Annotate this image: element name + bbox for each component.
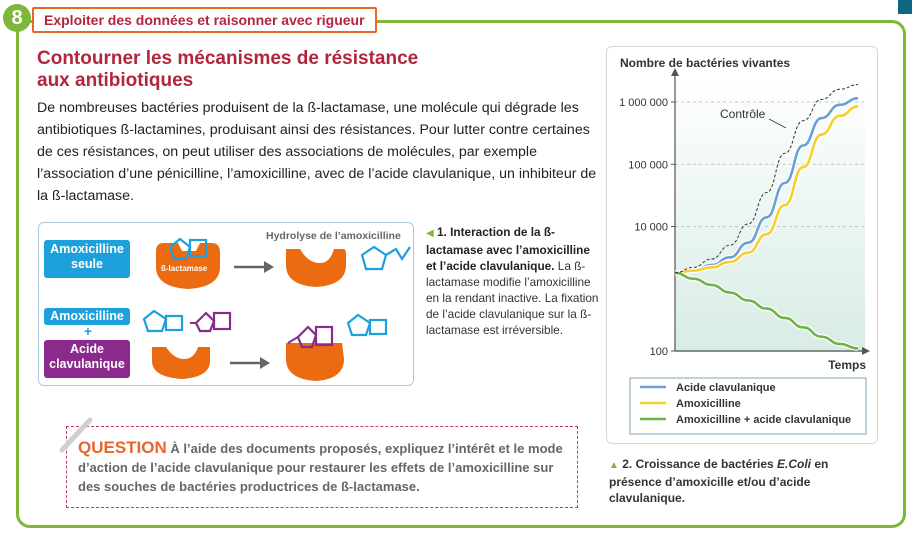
doc2-caption-post: en présence d’amoxicille et/ou d’acide clavulanique. xyxy=(609,457,829,505)
doc1-molecule-drawing xyxy=(130,225,412,383)
hydrolysis-label: Hydrolyse de l’amoxicilline xyxy=(266,230,401,242)
enzyme-after-hydrolysis xyxy=(286,249,346,287)
y-tick-label: 1 000 000 xyxy=(619,97,668,109)
doc1-caption-text: La ß-lactamase modifie l’amoxicilline en la rendant inactive. La fixation de l’acide clavulanique sur la ß-lactamase est irréversible. xyxy=(426,259,599,337)
label-clav-line-1: Acide xyxy=(69,342,105,356)
caption-triangle-up-icon: ▲ xyxy=(609,460,619,471)
label-clav-line-2: clavulanique xyxy=(49,357,125,371)
arrow-2 xyxy=(230,357,270,369)
free-amoxicilline xyxy=(348,315,386,335)
doc1-caption xyxy=(426,224,601,338)
plus-sign: + xyxy=(83,323,93,339)
legend-label: Acide clavulanique xyxy=(676,382,776,394)
y-tick-label: 100 xyxy=(649,346,668,358)
doc2-caption-pre: Croissance de bactéries xyxy=(635,457,778,471)
label-amoxicilline: Amoxicilline xyxy=(44,308,130,325)
growth-chart xyxy=(606,46,876,442)
enzyme-free xyxy=(152,347,210,379)
label-acide-clavulanique xyxy=(44,340,130,378)
arrow-1 xyxy=(234,261,274,273)
enzyme-blocked-by-clavulanic xyxy=(286,327,344,381)
doc1-caption-number: 1. xyxy=(436,225,447,239)
doc2-caption-species: E.Coli xyxy=(777,457,812,471)
amoxicilline-molecule xyxy=(144,311,182,331)
clavulanic-molecule xyxy=(190,313,230,331)
caption-triangle-icon: ◀ xyxy=(426,228,434,239)
page-title-line-2: aux antibiotiques xyxy=(37,70,194,91)
page-corner-tab xyxy=(898,0,912,14)
x-axis-label: Temps xyxy=(828,358,866,372)
question-keyword: QUESTION xyxy=(78,438,167,457)
legend-label: Amoxicilline + acide clavulanique xyxy=(676,414,852,426)
enzyme-label: ß-lactamase xyxy=(161,264,208,273)
exercise-number-badge: 8 xyxy=(3,4,31,32)
label-amox-alone-line-2: seule xyxy=(71,257,103,271)
page-title xyxy=(37,48,507,92)
y-tick-label: 10 000 xyxy=(634,221,668,234)
label-amox-alone-line-1: Amoxicilline xyxy=(50,242,124,256)
intro-paragraph: De nombreuses bactéries produisent de la ß-lactamase, une molécule qui dégrade les antibiotiques ß-lactamines, produisant ainsi des résistances. Pour lutter contre certaines de ces résistances, on peut utiliser des associations de molécules, par exemple l’association d’une pénicilline, l’amoxicilline, avec de l’acide clavulanique, un inhibiteur de la ß-lactamase. xyxy=(37,100,597,204)
x-axis-arrow xyxy=(862,347,870,355)
legend-label: Amoxicilline xyxy=(676,398,741,410)
label-amoxicilline-seule xyxy=(44,240,130,278)
question-body: À l’aide des documents proposés, expliquez l’intérêt et le mode d’action de l’acide clavulanique pour restaurer les effets de l’amoxicilline sur des souches de bactéries productrices de ß-lactamase. xyxy=(78,441,563,494)
hydrolyzed-amoxicilline xyxy=(362,247,410,269)
curve-label-controle: Contrôle xyxy=(720,107,766,121)
doc2-caption-number: 2. xyxy=(622,457,633,471)
legend xyxy=(630,378,866,434)
y-tick-label: 100 000 xyxy=(628,159,668,172)
question-text xyxy=(78,438,578,496)
page-title-line-1: Contourner les mécanismes de résistance xyxy=(37,48,419,69)
exercise-title: Exploiter des données et raisonner avec rigueur xyxy=(32,7,377,33)
y-axis-label: Nombre de bactéries vivantes xyxy=(620,56,791,70)
doc1-caption-title: Interaction de la ß-lactamase avec l’amoxicilline et l’acide clavulanique. xyxy=(426,225,590,273)
doc2-caption xyxy=(609,456,869,506)
